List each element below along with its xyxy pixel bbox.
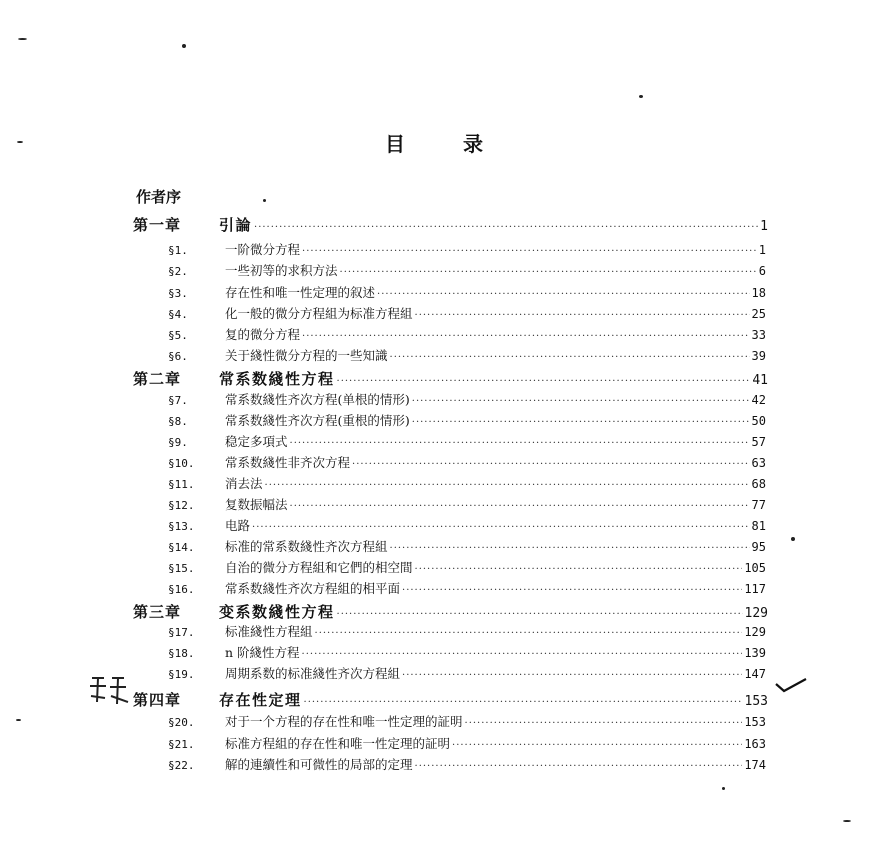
scan-speck — [722, 787, 725, 790]
page-number: 139 — [744, 646, 766, 660]
section-number: §7. — [168, 394, 188, 407]
dot-leader — [402, 670, 742, 681]
section-number: §19. — [168, 668, 195, 681]
toc-section-entry — [168, 261, 766, 279]
page-number: 77 — [751, 498, 766, 512]
dot-leader — [315, 628, 743, 639]
entry-title: 常系数綫性齐次方程(重根的情形) — [225, 413, 410, 428]
entry-title: 标准綫性方程組 — [225, 624, 313, 639]
dot-leader — [304, 697, 743, 708]
toc-section-entry — [168, 390, 766, 408]
dot-leader — [415, 564, 743, 575]
entry-title: 复数振幅法 — [225, 497, 288, 512]
toc-section-entry — [168, 558, 766, 576]
dot-leader — [290, 438, 750, 449]
chapter-number: 第二章 — [133, 370, 182, 388]
page-number: 153 — [744, 694, 768, 709]
toc-section-entry — [168, 712, 766, 730]
scan-speck — [18, 38, 27, 40]
entry-title: 存在性定理 — [219, 691, 302, 709]
toc-section-entry — [168, 453, 766, 471]
entry-title: 常系数綫性齐次方程(单根的情形) — [225, 392, 410, 407]
toc-section-entry — [168, 325, 766, 343]
dot-leader — [302, 331, 750, 342]
dot-leader — [412, 396, 750, 407]
title-char: 录 — [463, 132, 485, 156]
section-number: §11. — [168, 478, 195, 491]
section-number: §12. — [168, 499, 195, 512]
toc-chapter-entry — [133, 601, 768, 622]
dot-leader — [337, 609, 743, 620]
page-number: 63 — [751, 456, 766, 470]
page-number: 33 — [751, 328, 766, 342]
chapter-number: 第一章 — [133, 216, 182, 234]
entry-title: 一些初等的求积方法 — [225, 263, 338, 278]
toc-section-entry — [168, 537, 766, 555]
toc-section-entry — [168, 346, 766, 364]
dot-leader — [390, 543, 750, 554]
scan-speck — [182, 44, 186, 48]
section-number: §18. — [168, 647, 195, 660]
scan-speck — [17, 141, 23, 143]
dot-leader — [254, 222, 758, 233]
dot-leader — [252, 522, 750, 533]
entry-title: 标准方程組的存在性和唯一性定理的証明 — [225, 736, 451, 751]
handwritten-margin-note — [88, 672, 132, 708]
scan-speck — [791, 537, 795, 541]
toc-section-entry — [168, 622, 766, 640]
dot-leader — [337, 376, 751, 387]
dot-leader — [377, 289, 750, 300]
toc-section-entry — [168, 664, 766, 682]
page-number: 18 — [751, 286, 766, 300]
toc-section-entry — [168, 283, 766, 301]
toc-section-entry — [168, 516, 766, 534]
entry-title: 一阶微分方程 — [225, 242, 301, 257]
entry-title: 对于一个方程的存在性和唯一性定理的証明 — [225, 714, 463, 729]
page-number: 39 — [751, 349, 766, 363]
toc-section-entry — [168, 495, 766, 513]
section-number: §2. — [168, 265, 188, 278]
entry-title: 常系数綫性非齐次方程 — [225, 455, 351, 470]
entry-title: 存在性和唯一性定理的叙述 — [225, 285, 376, 300]
toc-section-entry — [168, 411, 766, 429]
page-number: 105 — [744, 561, 766, 575]
dot-leader — [402, 585, 742, 596]
page-number: 129 — [744, 606, 768, 621]
section-number: §14. — [168, 541, 195, 554]
section-number: §10. — [168, 457, 195, 470]
page-number: 68 — [751, 477, 766, 491]
entry-title: 关于綫性微分方程的一些知識 — [225, 348, 388, 363]
page-number: 1 — [758, 243, 766, 257]
entry-title: 消去法 — [225, 476, 263, 491]
section-number: §22. — [168, 759, 195, 772]
toc-section-entry — [168, 755, 766, 773]
entry-title: 自治的微分方程組和它們的相空間 — [225, 560, 413, 575]
chapter-number: 第三章 — [133, 603, 182, 621]
toc-section-entry — [168, 579, 766, 597]
entry-title: 引論 — [219, 216, 253, 234]
page-number: 6 — [758, 264, 766, 278]
entry-title: 电路 — [225, 518, 251, 533]
toc-chapter-entry — [133, 214, 768, 235]
entry-title: 标准的常系数綫性齐次方程組 — [225, 539, 388, 554]
dot-leader — [412, 417, 750, 428]
toc-section-entry — [168, 643, 766, 661]
page-number: 129 — [744, 625, 766, 639]
toc-section-entry — [168, 474, 766, 492]
toc-section-entry — [168, 304, 766, 322]
page-number: 163 — [744, 737, 766, 751]
page-number: 117 — [744, 582, 766, 596]
section-number: §8. — [168, 415, 188, 428]
section-number: §3. — [168, 287, 188, 300]
toc-section-entry — [168, 240, 766, 258]
dot-leader — [340, 267, 757, 278]
section-number: §6. — [168, 350, 188, 363]
section-number: §4. — [168, 308, 188, 321]
page-number: 153 — [744, 715, 766, 729]
entry-title: 化一般的微分方程組为标准方程組 — [225, 306, 413, 321]
dot-leader — [352, 459, 750, 470]
dot-leader — [290, 501, 750, 512]
dot-leader — [302, 246, 757, 257]
toc-section-entry — [168, 734, 766, 752]
page-number: 147 — [744, 667, 766, 681]
page-number: 81 — [751, 519, 766, 533]
section-number: §9. — [168, 436, 188, 449]
scan-speck — [263, 199, 266, 202]
entry-title: 变系数綫性方程 — [219, 603, 335, 621]
entry-title: 常系数綫性齐次方程組的相平面 — [225, 581, 401, 596]
scan-speck — [639, 95, 643, 98]
scan-speck — [843, 820, 851, 822]
page-number: 1 — [760, 219, 768, 234]
entry-title: 周期系数的标准綫性齐次方程組 — [225, 666, 401, 681]
dot-leader — [415, 310, 750, 321]
preface-entry: 作者序 — [136, 188, 182, 206]
section-number: §13. — [168, 520, 195, 533]
section-number: §16. — [168, 583, 195, 596]
chapter-number: 第四章 — [133, 691, 182, 709]
dot-leader — [390, 352, 750, 363]
scan-speck — [16, 719, 21, 721]
page-number: 41 — [752, 373, 768, 388]
entry-title: 解的連續性和可微性的局部的定理 — [225, 757, 413, 772]
title-char: 目 — [385, 132, 407, 156]
page-number: 25 — [751, 307, 766, 321]
section-number: §1. — [168, 244, 188, 257]
entry-title: 复的微分方程 — [225, 327, 301, 342]
page-number: 95 — [751, 540, 766, 554]
section-number: §5. — [168, 329, 188, 342]
section-number: §21. — [168, 738, 195, 751]
toc-section-entry — [168, 432, 766, 450]
page-number: 42 — [751, 393, 766, 407]
dot-leader — [465, 718, 743, 729]
section-number: §20. — [168, 716, 195, 729]
toc-chapter-entry — [133, 368, 768, 389]
dot-leader — [415, 761, 743, 772]
dot-leader — [265, 480, 750, 491]
handwritten-check-mark — [774, 676, 808, 694]
entry-title: n 阶綫性方程 — [225, 645, 300, 660]
dot-leader — [452, 740, 742, 751]
section-number: §15. — [168, 562, 195, 575]
entry-title: 常系数綫性方程 — [219, 370, 335, 388]
page-number: 174 — [744, 758, 766, 772]
toc-chapter-entry — [133, 689, 768, 710]
dot-leader — [302, 649, 743, 660]
page-title — [0, 128, 870, 157]
page-number: 57 — [751, 435, 766, 449]
entry-title: 稳定多項式 — [225, 434, 288, 449]
page-number: 50 — [751, 414, 766, 428]
section-number: §17. — [168, 626, 195, 639]
